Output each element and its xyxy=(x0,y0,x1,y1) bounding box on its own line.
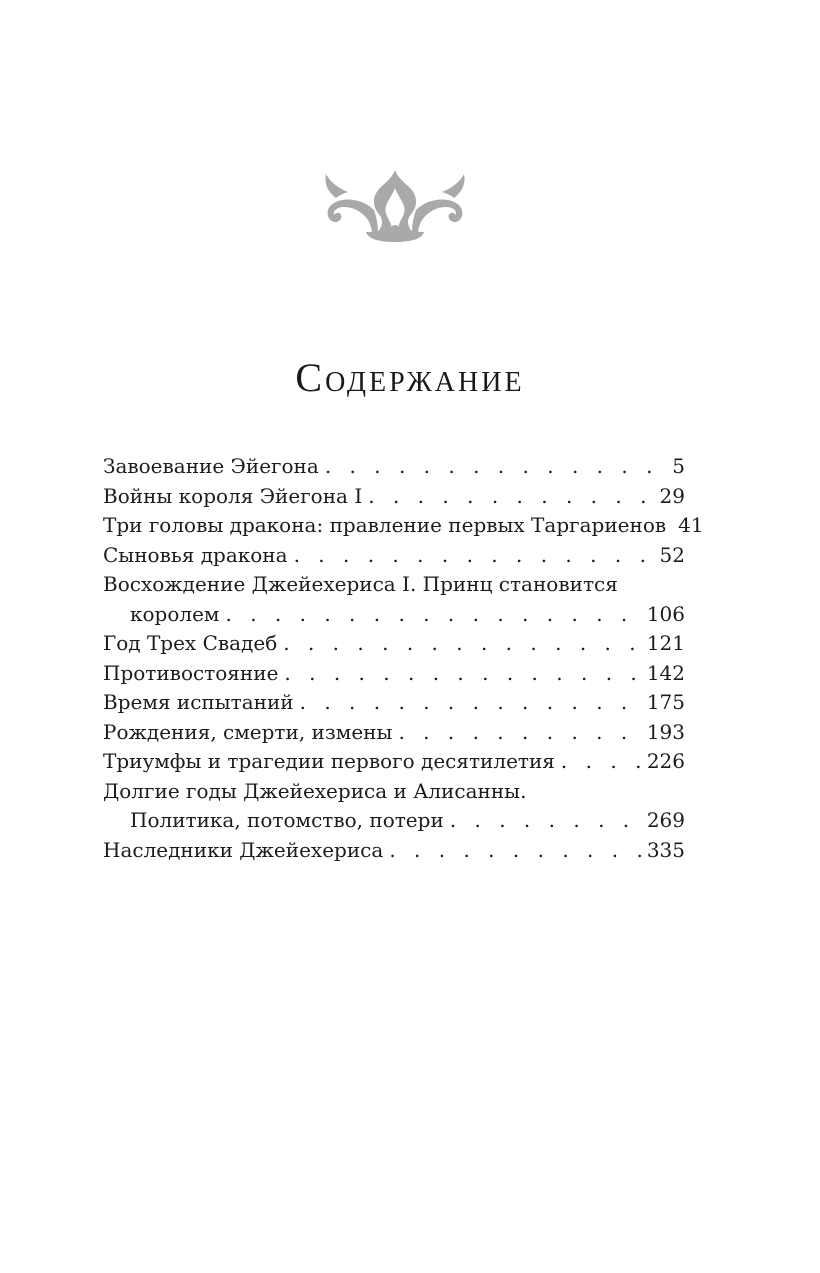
toc-entry-title: королем xyxy=(130,601,220,626)
toc-entry[interactable] xyxy=(103,541,685,571)
toc-entry[interactable] xyxy=(103,511,704,541)
dot-leader xyxy=(300,688,641,718)
dot-leader xyxy=(294,541,654,571)
toc-entry-title: Противостояние xyxy=(103,660,279,685)
toc-entry-line xyxy=(103,452,685,482)
toc-page-number: 175 xyxy=(646,690,685,714)
table-of-contents xyxy=(103,452,704,865)
toc-page-number: 52 xyxy=(659,542,685,567)
toc-entry[interactable] xyxy=(103,688,685,718)
toc-page-number: 106 xyxy=(646,601,685,626)
toc-entry[interactable] xyxy=(103,629,685,659)
toc-entry-title: Войны короля Эйегона I xyxy=(103,483,363,508)
toc-entry-line xyxy=(103,747,685,777)
dot-leader xyxy=(225,600,640,630)
dot-leader xyxy=(450,806,641,836)
toc-entry-line xyxy=(103,482,685,512)
toc-entry-title: Год Трех Свадеб xyxy=(103,631,278,655)
toc-entry[interactable] xyxy=(103,452,685,482)
dot-leader xyxy=(398,718,640,748)
toc-entry-line-continued xyxy=(103,600,685,630)
toc-page-number: 335 xyxy=(646,837,685,862)
toc-entry-title: Триумфы и трагедии первого десятилетия xyxy=(103,749,555,773)
dot-leader xyxy=(325,452,659,482)
toc-page-number: 41 xyxy=(678,513,704,537)
ornament-flourish-icon xyxy=(322,168,468,242)
toc-entry-line xyxy=(103,629,685,659)
toc-entry-line-continued xyxy=(103,806,685,836)
toc-page-number: 5 xyxy=(672,454,685,478)
toc-entry-line xyxy=(103,511,704,541)
dot-leader xyxy=(368,482,653,512)
dot-leader xyxy=(561,747,641,777)
dot-leader xyxy=(283,629,641,659)
toc-entry-line xyxy=(103,659,685,689)
toc-entry-line xyxy=(103,541,685,571)
toc-entry-line xyxy=(103,718,685,748)
toc-entry-line xyxy=(103,777,685,807)
toc-entry-title: Рождения, смерти, измены xyxy=(103,719,393,744)
toc-page-number: 226 xyxy=(646,749,685,773)
toc-page-number: 269 xyxy=(646,808,685,832)
toc-entry[interactable] xyxy=(103,659,685,689)
toc-entry-line xyxy=(103,688,685,718)
toc-entry-line xyxy=(103,570,685,600)
toc-entry[interactable] xyxy=(103,777,685,836)
toc-entry[interactable] xyxy=(103,747,685,777)
toc-entry[interactable] xyxy=(103,570,685,629)
toc-entry-title: Восхождение Джейехериса I. Принц становится xyxy=(103,572,618,596)
toc-entry-title: Сыновья дракона xyxy=(103,542,288,567)
toc-entry-title: Время испытаний xyxy=(103,690,294,714)
toc-page-number: 121 xyxy=(646,631,685,655)
dot-leader xyxy=(389,836,641,866)
page-title: Содержание xyxy=(295,355,525,400)
toc-page-number: 29 xyxy=(659,483,685,508)
toc-entry-line xyxy=(103,836,685,866)
toc-entry[interactable] xyxy=(103,718,685,748)
toc-entry-title: Наследники Джейехериса xyxy=(103,837,384,862)
toc-entry-title: Долгие годы Джейехериса и Алисанны. xyxy=(103,778,527,803)
toc-entry-title: Завоевание Эйегона xyxy=(103,454,319,478)
dot-leader xyxy=(284,659,640,689)
toc-entry-title: Политика, потомство, потери xyxy=(130,808,444,832)
toc-page-number: 193 xyxy=(646,719,685,744)
toc-entry[interactable] xyxy=(103,482,685,512)
toc-page-number: 142 xyxy=(646,660,685,685)
toc-entry[interactable] xyxy=(103,836,685,866)
toc-entry-title: Три головы дракона: правление первых Таргариенов xyxy=(103,513,667,537)
